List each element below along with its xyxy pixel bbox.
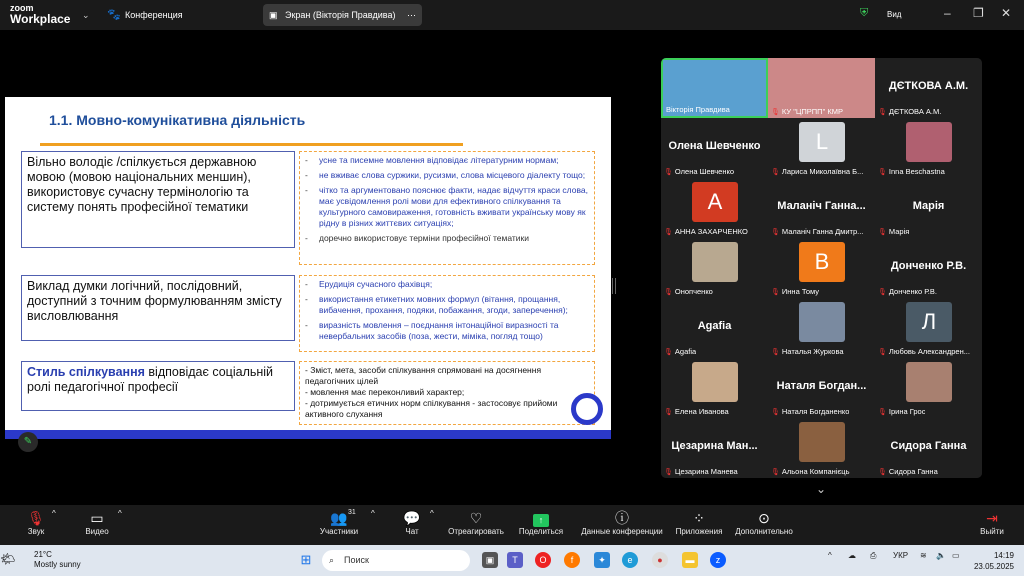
more-icon[interactable]: ⋯ bbox=[407, 10, 416, 20]
participant-tile[interactable] bbox=[661, 358, 768, 418]
share-screen-icon: ↑ bbox=[516, 509, 566, 527]
printer-icon[interactable]: ⎙ bbox=[870, 551, 877, 560]
chrome-icon[interactable]: ● bbox=[652, 552, 668, 568]
participant-name bbox=[768, 227, 863, 236]
chevron-up-icon[interactable]: ^ bbox=[371, 509, 375, 518]
screen-icon: ▣ bbox=[269, 10, 278, 20]
participant-name bbox=[661, 227, 748, 236]
weather-widget[interactable] bbox=[14, 550, 81, 570]
chat-button[interactable] bbox=[402, 509, 422, 536]
avatar: B bbox=[799, 242, 845, 282]
mic-muted-icon: 🎙 bbox=[664, 469, 673, 476]
chevron-down-icon[interactable]: ⌄ bbox=[82, 10, 90, 20]
participant-tile[interactable] bbox=[875, 298, 982, 358]
zoom-title-bar bbox=[0, 0, 1024, 30]
view-label[interactable]: Вид bbox=[887, 10, 902, 19]
logo-line1: zoom bbox=[10, 3, 34, 13]
avatar: А bbox=[692, 182, 738, 222]
mic-muted-icon: 🎙 bbox=[664, 409, 673, 416]
participant-photo bbox=[692, 242, 738, 282]
mic-muted-icon: 🎙 bbox=[878, 109, 887, 116]
leave-icon: ⇥ bbox=[986, 510, 998, 526]
list-item: - Ерудиція сучасного фахівця; bbox=[305, 279, 433, 289]
participant-display-name: Наталя Богдан... bbox=[776, 380, 867, 392]
mic-muted-icon: 🎙 bbox=[771, 169, 780, 176]
participant-name bbox=[875, 107, 941, 116]
mic-muted-icon: 🎙 bbox=[771, 469, 780, 476]
people-icon: 👥 bbox=[330, 510, 348, 526]
language-indicator[interactable]: УКР bbox=[893, 551, 909, 560]
participant-photo bbox=[906, 362, 952, 402]
shield-icon[interactable]: ⛨ bbox=[860, 7, 869, 19]
maximize-icon[interactable]: ❐ bbox=[973, 6, 984, 20]
participant-name bbox=[768, 107, 843, 116]
teams-icon[interactable]: T bbox=[507, 552, 523, 568]
cloud-icon[interactable]: ☁ bbox=[848, 551, 856, 560]
participant-name bbox=[875, 407, 925, 416]
logo-line2: Workplace bbox=[10, 12, 71, 26]
participant-name-text: Олена Шевченко bbox=[674, 167, 735, 176]
participant-name-text: Agafia bbox=[674, 347, 697, 356]
participant-photo bbox=[692, 362, 738, 402]
firefox-icon[interactable]: f bbox=[564, 552, 580, 568]
meeting-label[interactable]: Конференция bbox=[125, 10, 183, 20]
react-label: Отреагировать bbox=[448, 527, 504, 536]
participant-name bbox=[768, 467, 850, 476]
more-label: Дополнительно bbox=[735, 527, 793, 536]
participant-name-text: Инна Тому bbox=[781, 287, 819, 296]
list-item: - чітко та аргументовано пояснює факти, надає відчуття краси слова, має усвідомлення ролі мови для ефективного спілкування та культурного самовираження, готовність вживати українську мову як рідну в різних життєвих ситуаціях; bbox=[305, 185, 588, 228]
participant-display-name: Цезарина Ман... bbox=[671, 440, 758, 452]
edge-icon[interactable]: e bbox=[622, 552, 638, 568]
audio-label: Звук bbox=[27, 527, 45, 536]
participant-name bbox=[875, 467, 938, 476]
info-icon: ⓘ bbox=[615, 510, 629, 526]
block1-right bbox=[299, 151, 595, 265]
participant-tile[interactable] bbox=[661, 238, 768, 298]
participant-tile[interactable] bbox=[661, 298, 768, 358]
list-item: - виразність мовлення – поєднання інтонаційної виразності та невербальних засобів (поза, жести, міміка, погляд тощо) bbox=[305, 320, 559, 341]
meeting-toolbar bbox=[0, 505, 1024, 545]
mic-muted-icon: 🎙 bbox=[664, 289, 673, 296]
close-icon[interactable]: ✕ bbox=[1001, 6, 1012, 20]
split-resize-handle[interactable] bbox=[612, 278, 616, 294]
date: 23.05.2025 bbox=[973, 562, 1014, 571]
participant-name bbox=[661, 167, 734, 176]
sun-icon: 🌤 bbox=[0, 552, 16, 566]
participant-tile[interactable] bbox=[875, 118, 982, 178]
participant-display-name: ДЄТКОВА А.М. bbox=[888, 80, 969, 92]
annotate-icon[interactable]: ✎ bbox=[18, 432, 38, 452]
participant-name bbox=[768, 347, 844, 356]
participant-name bbox=[661, 467, 738, 476]
share-label: Поделиться bbox=[518, 527, 564, 536]
participant-photo bbox=[799, 302, 845, 342]
participant-tile[interactable] bbox=[875, 418, 982, 478]
list-item: - Зміст, мета, засоби спілкування спрямовані на досягнення педагогічних цілей bbox=[305, 365, 542, 386]
participant-name-text: Вікторія Правдива bbox=[666, 105, 730, 114]
participant-name bbox=[875, 167, 945, 176]
video-label: Видео bbox=[85, 527, 109, 536]
ring-decoration bbox=[571, 393, 603, 425]
apps-button[interactable] bbox=[673, 509, 725, 536]
list-item: - доречно використовує терміни професійної тематики bbox=[305, 233, 530, 243]
meeting-info-button[interactable] bbox=[578, 509, 666, 536]
participants-label: Участники bbox=[319, 527, 359, 536]
paw-icon: 🐾 bbox=[107, 9, 121, 21]
list-item: - не вживає слова суржики, русизми, слова місцевого діалекту тощо; bbox=[305, 170, 586, 180]
copilot-icon[interactable]: ✦ bbox=[594, 552, 610, 568]
mic-off-icon: 🎙 bbox=[27, 510, 45, 526]
participant-name-text: Марія bbox=[888, 227, 910, 236]
participant-tile[interactable] bbox=[661, 118, 768, 178]
chevron-up-icon[interactable]: ^ bbox=[52, 509, 56, 518]
screen-share-indicator[interactable] bbox=[263, 4, 422, 26]
mic-muted-icon: 🎙 bbox=[771, 109, 780, 116]
participant-name-text: Донченко Р.В. bbox=[888, 287, 937, 296]
chevron-up-icon[interactable]: ^ bbox=[430, 509, 434, 518]
windows-taskbar bbox=[0, 545, 1024, 576]
participant-name bbox=[661, 407, 729, 416]
chat-label: Чат bbox=[405, 527, 419, 536]
participant-display-name: Марія bbox=[912, 200, 945, 212]
search-placeholder: Поиск bbox=[344, 555, 369, 565]
slide-bottom-bar bbox=[5, 430, 611, 439]
participant-tile[interactable] bbox=[875, 58, 982, 118]
block2-left: Виклад думки логічний, послідовний, доступний з точним формулюванням змісту висловлювання bbox=[21, 275, 295, 341]
highlight-text: Стиль спілкування bbox=[27, 365, 145, 379]
leave-label: Выйти bbox=[980, 527, 1004, 536]
participant-name-text: Наталья Журкова bbox=[781, 347, 844, 356]
windows-start-icon[interactable]: ⊞ bbox=[300, 552, 312, 567]
participant-tile[interactable] bbox=[875, 238, 982, 298]
participant-tile[interactable] bbox=[768, 238, 875, 298]
share-button[interactable] bbox=[516, 509, 566, 536]
participant-name-text: Любовь Александрен... bbox=[888, 347, 970, 356]
participant-gallery bbox=[661, 58, 982, 478]
participant-name-text: Ірина Грос bbox=[888, 407, 926, 416]
more-icon: ⊙ bbox=[758, 510, 770, 526]
video-button[interactable] bbox=[84, 509, 110, 536]
react-button[interactable] bbox=[447, 509, 505, 536]
speaker-icon[interactable]: 🔈 bbox=[936, 551, 946, 560]
block3-text: відповідає соціальній ролі педагогічної професії bbox=[27, 365, 274, 394]
participant-tile[interactable] bbox=[875, 358, 982, 418]
list-item: - використання етикетних мовних формул (вітання, прощання, вибачення, прохання, подяки, побажання, згоди, заперечення); bbox=[305, 294, 568, 315]
participant-name-text: КУ "ЦПРПП" КМР bbox=[781, 107, 843, 116]
mic-muted-icon: 🎙 bbox=[878, 469, 887, 476]
file-explorer-icon[interactable]: ▬ bbox=[682, 552, 698, 568]
participant-name-text: АННА ЗАХАРЧЕНКО bbox=[674, 227, 748, 236]
minimize-icon[interactable]: – bbox=[944, 6, 951, 20]
clock[interactable] bbox=[972, 550, 1014, 572]
meeting-info-label: Данные конференции bbox=[581, 527, 663, 536]
participant-photo bbox=[906, 122, 952, 162]
leave-button[interactable] bbox=[978, 509, 1006, 536]
opera-icon[interactable]: O bbox=[535, 552, 551, 568]
block1-left: Вільно володіє /спілкується державною мовою (мовою національних меншин), використовує сучасну термінологію та систему понять професійної тематики bbox=[21, 151, 295, 248]
audio-button[interactable] bbox=[24, 509, 48, 536]
participant-name-text: Цезарина Манева bbox=[674, 467, 738, 476]
participant-name-text: Альона Компанієць bbox=[781, 467, 850, 476]
block3-left bbox=[21, 361, 295, 411]
battery-icon[interactable]: ▭ bbox=[952, 551, 960, 560]
participant-name-text: Inna Beschastna bbox=[888, 167, 945, 176]
search-input[interactable] bbox=[322, 550, 470, 571]
list-item: - мовлення має переконливий характер; bbox=[305, 387, 465, 397]
zoom-logo bbox=[10, 3, 70, 25]
task-view-icon[interactable]: ▣ bbox=[482, 552, 498, 568]
participant-name bbox=[875, 227, 909, 236]
participant-tile[interactable] bbox=[661, 58, 768, 118]
more-button[interactable] bbox=[732, 509, 796, 536]
participant-tile[interactable] bbox=[768, 118, 875, 178]
block2-right bbox=[299, 275, 595, 352]
chevron-up-icon[interactable]: ^ bbox=[118, 509, 122, 518]
participant-name-text: Маланіч Ганна Дмитр... bbox=[781, 227, 864, 236]
mic-muted-icon: 🎙 bbox=[878, 229, 887, 236]
participant-tile[interactable] bbox=[661, 418, 768, 478]
mic-muted-icon: 🎙 bbox=[664, 349, 673, 356]
camera-icon: ▭ bbox=[90, 510, 104, 526]
apps-label: Приложения bbox=[675, 527, 723, 536]
shared-slide bbox=[5, 97, 611, 439]
participant-name bbox=[661, 287, 713, 296]
participant-name-text: Сидора Ганна bbox=[888, 467, 938, 476]
slide-title: 1.1. Мовно-комунікативна діяльність bbox=[49, 112, 306, 128]
participant-name-text: Онопченко bbox=[674, 287, 713, 296]
chevron-down-icon[interactable]: ⌄ bbox=[816, 482, 827, 496]
weather-condition: Mostly sunny bbox=[34, 560, 81, 569]
participant-photo bbox=[799, 422, 845, 462]
mic-muted-icon: 🎙 bbox=[664, 169, 673, 176]
block3-right bbox=[299, 361, 595, 425]
participant-tile[interactable] bbox=[768, 178, 875, 238]
mic-muted-icon: 🎙 bbox=[878, 409, 887, 416]
participant-name bbox=[768, 407, 849, 416]
chevron-up-icon[interactable]: ^ bbox=[828, 551, 832, 560]
time: 14:19 bbox=[993, 551, 1014, 560]
screen-share-label: Экран (Вікторія Правдива) bbox=[285, 10, 396, 20]
participant-tile[interactable] bbox=[768, 58, 875, 118]
participant-name bbox=[768, 167, 863, 176]
avatar: L bbox=[799, 122, 845, 162]
mic-muted-icon: 🎙 bbox=[878, 349, 887, 356]
zoom-app-icon[interactable]: z bbox=[710, 552, 726, 568]
participant-display-name: Маланіч Ганна... bbox=[777, 200, 866, 212]
participant-name-text: Лариса Миколаївна Б... bbox=[781, 167, 864, 176]
participant-name bbox=[663, 105, 730, 114]
mic-muted-icon: 🎙 bbox=[878, 289, 887, 296]
participant-tile[interactable] bbox=[661, 178, 768, 238]
chat-icon: 💬 bbox=[403, 510, 421, 526]
participant-name-text: Наталя Богданенко bbox=[781, 407, 850, 416]
list-item: - усне та писемне мовлення відповідає літературним нормам; bbox=[305, 155, 559, 165]
mic-muted-icon: 🎙 bbox=[771, 409, 780, 416]
participant-name bbox=[768, 287, 819, 296]
participant-display-name: Сидора Ганна bbox=[890, 440, 967, 452]
list-item: - дотримується етичних норм спілкування - застосовує прийоми активного слухання bbox=[305, 398, 558, 419]
search-icon: ⌕ bbox=[329, 555, 335, 565]
mic-muted-icon: 🎙 bbox=[771, 229, 780, 236]
participant-display-name: Agafia bbox=[697, 320, 732, 332]
avatar: Л bbox=[906, 302, 952, 342]
heart-icon: ♡ bbox=[469, 510, 483, 526]
title-underline bbox=[40, 143, 463, 146]
participant-name bbox=[661, 347, 696, 356]
mic-muted-icon: 🎙 bbox=[771, 349, 780, 356]
mic-muted-icon: 🎙 bbox=[771, 289, 780, 296]
participant-name bbox=[875, 287, 937, 296]
participant-display-name: Донченко Р.В. bbox=[890, 260, 967, 272]
participant-name-text: ДЄТКОВА А.М. bbox=[888, 107, 942, 116]
participant-name bbox=[875, 347, 970, 356]
participants-count: 31 bbox=[348, 509, 356, 516]
mic-muted-icon: 🎙 bbox=[664, 229, 673, 236]
participant-tile[interactable] bbox=[875, 178, 982, 238]
wifi-icon[interactable]: ≋ bbox=[920, 551, 927, 560]
participant-tile[interactable] bbox=[768, 358, 875, 418]
apps-icon: ⁘ bbox=[693, 510, 705, 526]
participant-name-text: Елена Иванова bbox=[674, 407, 729, 416]
mic-muted-icon: 🎙 bbox=[878, 169, 887, 176]
temperature: 21°C bbox=[34, 550, 52, 559]
participant-display-name: Олена Шевченко bbox=[668, 140, 761, 152]
participant-tile[interactable] bbox=[768, 418, 875, 478]
participant-tile[interactable] bbox=[768, 298, 875, 358]
